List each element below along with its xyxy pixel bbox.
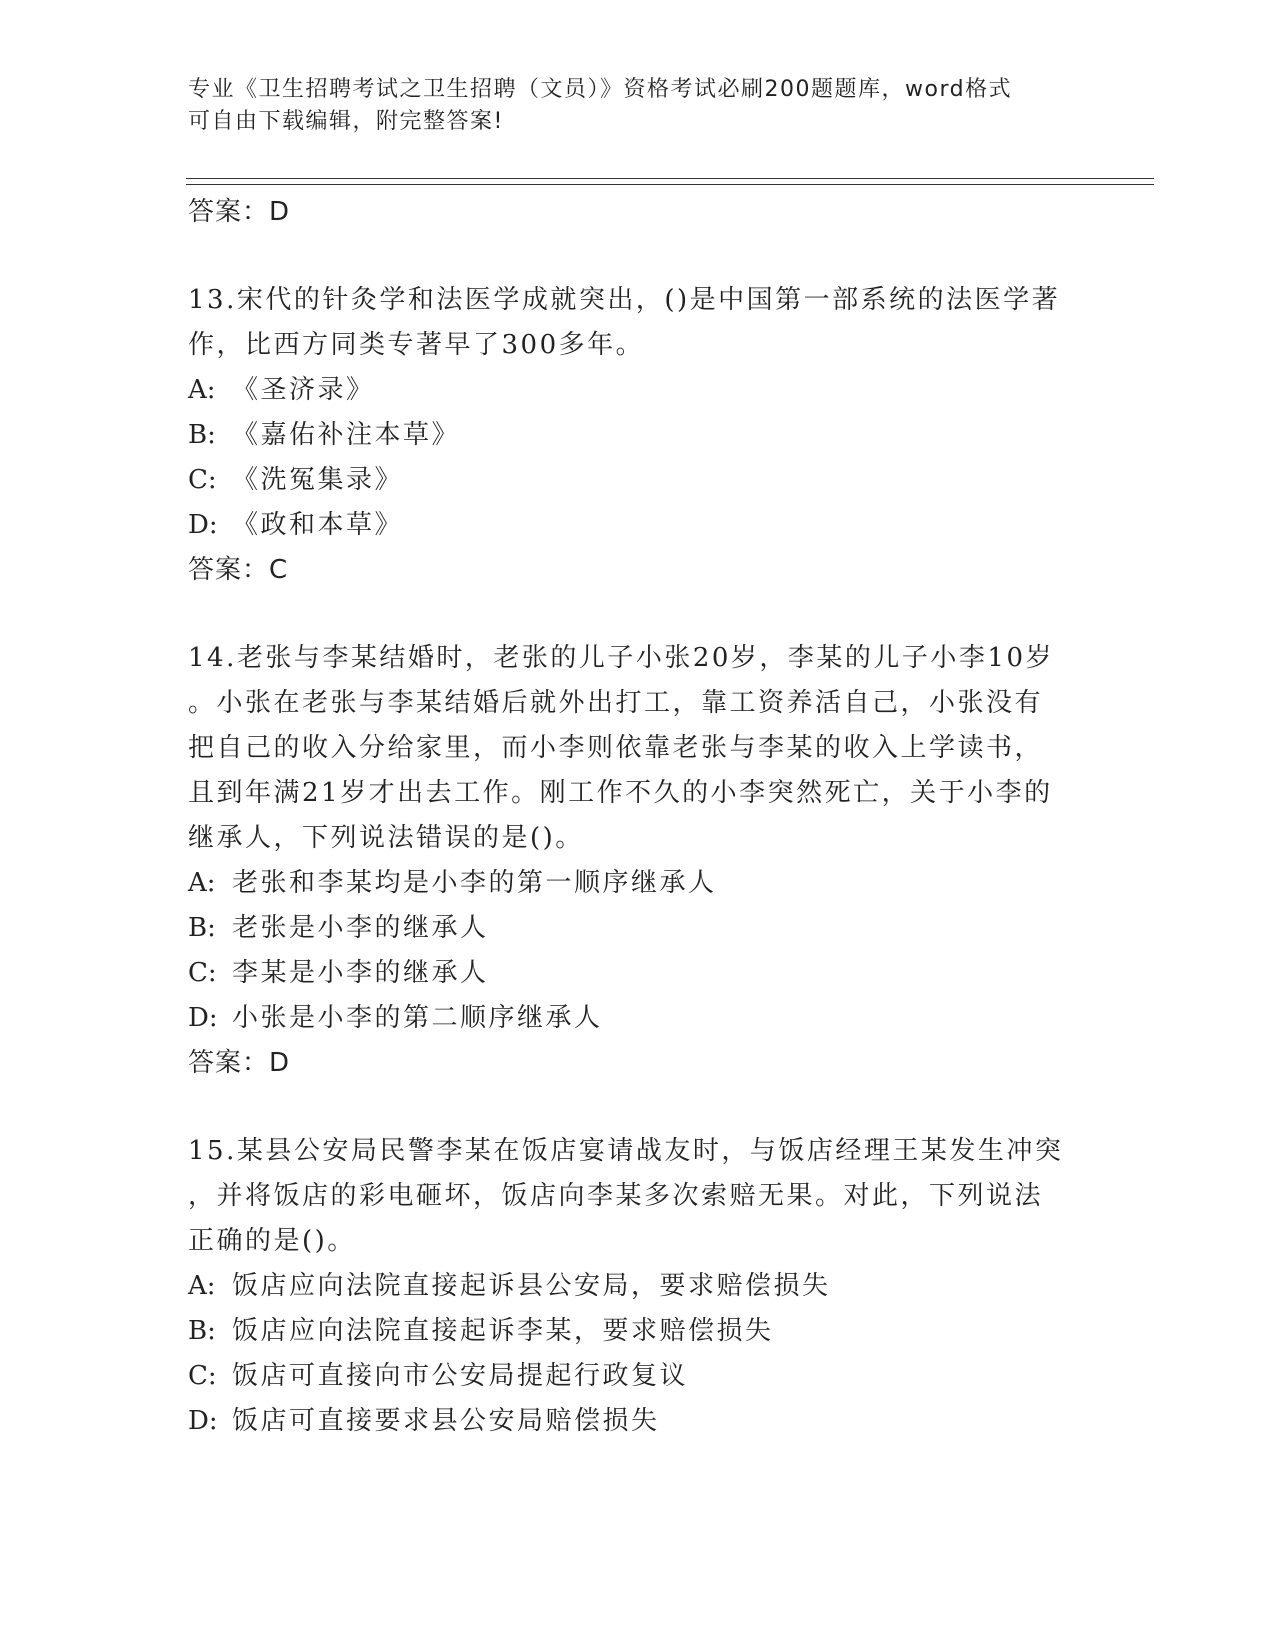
option-key: D:: [188, 1003, 218, 1033]
header-divider-top: [186, 178, 1154, 179]
option-d: [188, 996, 1088, 1041]
question-stem-line: 把自己的收入分给家里，而小李则依靠老张与李某的收入上学读书，: [188, 733, 1044, 763]
question-stem-line: 且到年满21岁才出去工作。刚工作不久的小李突然死亡，关于小李的: [188, 778, 1053, 808]
option-key: A:: [188, 375, 216, 405]
option-d: [188, 1399, 1088, 1444]
option-text: 李某是小李的继承人: [232, 958, 489, 988]
question-stem-line: ，并将饭店的彩电砸坏，饭店向李某多次索赔无果。对此，下列说法: [188, 1181, 1044, 1211]
option-text: 小张是小李的第二顺序继承人: [232, 1003, 603, 1033]
document-header: [188, 74, 1068, 138]
option-key: A:: [188, 868, 216, 898]
question-stem-line: 。小张在老张与李某结婚后就外出打工，靠工资养活自己，小张没有: [188, 688, 1044, 718]
option-key: B:: [188, 420, 216, 450]
question-stem-line: 正确的是()。: [188, 1226, 356, 1256]
option-a: [188, 368, 1088, 413]
option-c: [188, 1354, 1088, 1399]
option-text: 《政和本草》: [232, 510, 404, 540]
option-text: 饭店应向法院直接起诉李某，要求赔偿损失: [232, 1316, 774, 1346]
option-a: [188, 861, 1088, 906]
question-stem-line: 继承人，下列说法错误的是()。: [188, 823, 584, 853]
question-stem-line: 14.老张与李某结婚时，老张的儿子小张20岁，李某的儿子小李10岁: [188, 643, 1055, 673]
option-text: 老张和李某均是小李的第一顺序继承人: [232, 868, 717, 898]
question-answer: 答案：D: [188, 1048, 291, 1078]
option-b: [188, 413, 1088, 458]
option-text: 饭店可直接向市公安局提起行政复议: [232, 1361, 689, 1391]
question-15: [188, 1129, 1088, 1444]
header-divider-bottom: [186, 184, 1154, 185]
option-text: 《圣济录》: [232, 375, 375, 405]
option-d: [188, 503, 1088, 548]
option-text: 饭店可直接要求县公安局赔偿损失: [232, 1406, 660, 1436]
option-key: D:: [188, 1406, 218, 1436]
option-a: [188, 1264, 1088, 1309]
option-text: 老张是小李的继承人: [232, 913, 489, 943]
option-text: 《嘉佑补注本草》: [232, 420, 461, 450]
question-content: [188, 190, 1088, 1444]
option-key: D:: [188, 510, 218, 540]
option-key: C:: [188, 465, 217, 495]
option-key: A:: [188, 1271, 216, 1301]
option-key: C:: [188, 1361, 217, 1391]
question-answer: 答案：C: [188, 555, 289, 585]
option-b: [188, 1309, 1088, 1354]
option-text: 饭店应向法院直接起诉县公安局，要求赔偿损失: [232, 1271, 831, 1301]
header-line-1: 专业《卫生招聘考试之卫生招聘（文员）》资格考试必刷200题题库，word格式: [188, 77, 1013, 102]
option-key: C:: [188, 958, 217, 988]
question-stem-line: 作，比西方同类专著早了300多年。: [188, 330, 645, 360]
option-c: [188, 951, 1088, 996]
option-b: [188, 906, 1088, 951]
question-14: [188, 636, 1088, 1086]
option-text: 《洗冤集录》: [232, 465, 404, 495]
question-stem-line: 15.某县公安局民警李某在饭店宴请战友时，与饭店经理王某发生冲突: [188, 1136, 1064, 1166]
question-13: [188, 278, 1088, 593]
previous-answer: 答案：D: [188, 197, 291, 227]
option-key: B:: [188, 913, 216, 943]
question-stem-line: 13.宋代的针灸学和法医学成就突出，()是中国第一部系统的法医学著: [188, 285, 1061, 315]
option-c: [188, 458, 1088, 503]
option-key: B:: [188, 1316, 216, 1346]
header-line-2: 可自由下载编辑，附完整答案!: [188, 109, 504, 134]
